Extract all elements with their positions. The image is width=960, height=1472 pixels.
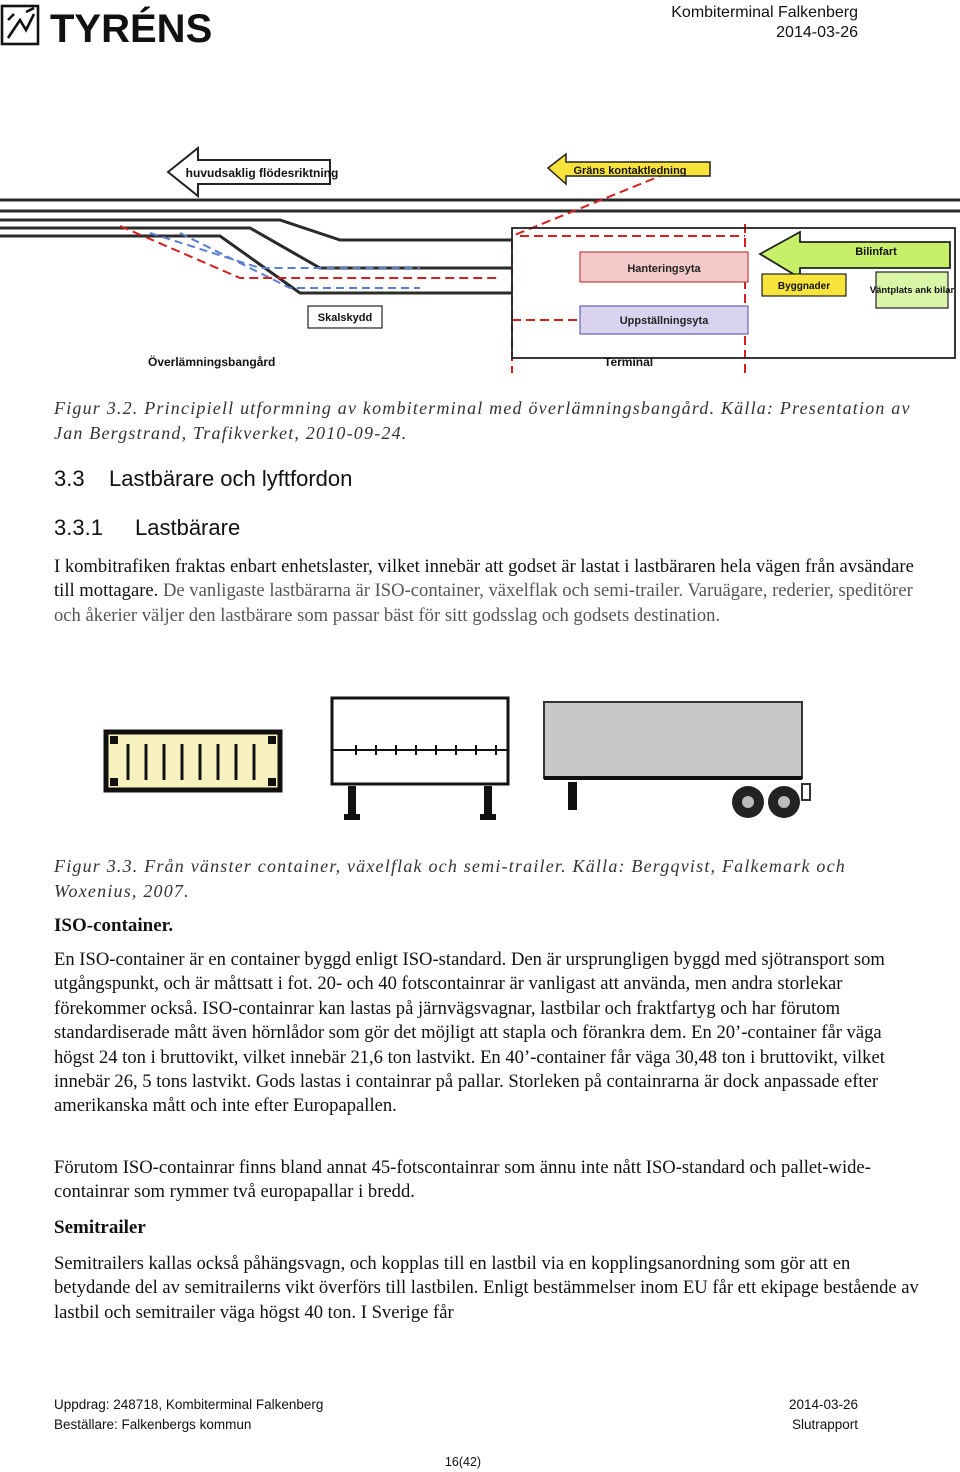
footer-client: Beställare: Falkenbergs kommun [54,1417,252,1432]
paragraph-iso-container: En ISO-container är en container byggd enligt ISO-standard. Den är ursprungligen byggd med sjötransport som utgångspunkt, och är måttsatt i fot. 20- och 40 fotscontainrar är vanligast att använda, men andra storlekar förekommer också. ISO-containrar kan lastas på järnvägsvagnar, lastbilar och fraktfartyg och har förutom standardiserade mått även hörnlådor som gör det möjligt att stapla och förankra dem. En 20’-container får väga högst 24 ton i bruttovikt, vilket innebär 21,6 ton lastvikt. En 40’-container får väga 30,48 ton i bruttovikt, vilket innebär 26, 5 tons lastvikt. Gods lastas i containrar på pallar. Storleken på containrarna är dock anpassade efter amerikanska mått och inte efter Europapallen. [54,949,885,1117]
paragraph-semitrailer: Semitrailers kallas också påhängsvagn, och kopplas till en lastbil via en kopplingsanordning som gör att en betydande del av semitrailerns vikt överförs till lastbilen. Enligt bestämmelser inom EU får ett ekipage bestående av lastbil och semitrailer väga högst 40 ton. I Sverige får [54,1253,919,1323]
paragraph-1-sentence-3: Varuägare, rederier, speditörer och åkerier väljer den lastbärare som passar bäst för sitt godsslag och godsets destination. [54,580,913,626]
header-date: 2014-03-26 [776,24,858,41]
tyrens-logo-icon [2,6,38,44]
paragraph-1-sentence-1: I kombitrafiken fraktas enbart enhetslaster, vilket innebär att godset är lastat i lastbäraren hela vägen från avsändare till mottagare. [54,556,914,602]
subsection-number: 3.3.1 [54,515,103,540]
road-access-label: Bilinfart [855,246,897,258]
section-heading [54,466,352,492]
gate-building-label: Byggnader [777,281,831,292]
flow-direction-label: huvudsaklig flödesriktning [185,166,339,180]
section-title: Lastbärare och lyftfordon [109,466,353,491]
iso-container-drawing [106,732,280,790]
protection-label: Skalskydd [317,312,373,324]
figure-3-2-caption: Figur 3.2. Principiell utformning av kombiterminal med överlämningsbangård. Källa: Presentation av Jan Bergstrand, Trafikverket, 2010-09-24. [54,398,911,443]
footer-date: 2014-03-26 [788,1397,858,1412]
footer-doc-type: Slutrapport [791,1417,858,1432]
paragraph-other-containers: Förutom ISO-containrar finns bland annat 45-fotscontainrar som ännu inte nått ISO-standard och pallet-wide-containrar som rymmer två europapallar i bredd. [54,1157,871,1203]
exchange-yard-label: Överlämningsbangård [148,355,276,369]
header-project: Kombiterminal Falkenberg [671,4,858,21]
section-number: 3.3 [54,466,85,491]
semitrailer-heading: Semitrailer [54,1217,146,1238]
paragraph-1-sentence-2: De vanligaste lastbärarna är ISO-container, växelflak och semi-trailer. [162,580,688,602]
tyrens-logo-text: TYRÉNS [50,7,213,51]
terminal-label: Terminal [604,355,654,369]
waiting-area-label: Väntplats ank bilar [869,285,955,296]
storage-area-label: Uppställningsyta [619,315,709,327]
swap-body-drawing [332,698,508,820]
handling-area-label: Hanteringsyta [627,263,701,275]
tyrens-logo [0,0,240,52]
iso-container-heading: ISO-container. [54,915,174,936]
semi-trailer-drawing [544,702,810,818]
figure-3-3-caption: Figur 3.3. Från vänster container, växelflak och semi-trailer. Källa: Bergqvist, Falkemark och Woxenius, 2007. [54,856,847,901]
load-carriers-figure [96,692,816,832]
terminal-layout-figure [0,128,960,376]
subsection-heading [54,515,240,541]
paragraph-lastbarare [54,555,924,628]
subsection-title: Lastbärare [135,515,241,540]
footer-assignment: Uppdrag: 248718, Kombiterminal Falkenberg [54,1397,324,1412]
contact-line-label: Gräns kontaktledning [573,165,687,177]
page-number: 16(42) [444,1455,482,1469]
